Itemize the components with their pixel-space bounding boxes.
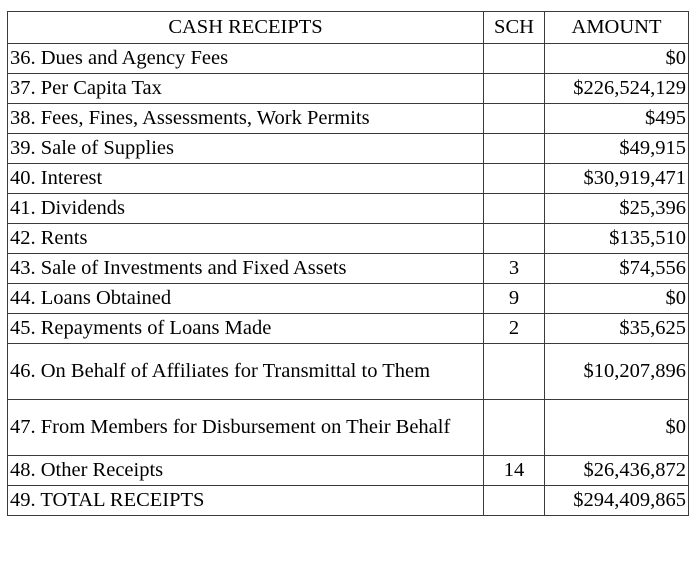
row-amount: $74,556 (545, 254, 689, 284)
row-label: 39. Sale of Supplies (8, 134, 484, 164)
row-label: 41. Dividends (8, 194, 484, 224)
row-amount: $0 (545, 44, 689, 74)
table-row (8, 224, 689, 254)
row-label: 38. Fees, Fines, Assessments, Work Permits (8, 104, 484, 134)
table-row (8, 74, 689, 104)
row-amount: $49,915 (545, 134, 689, 164)
row-amount: $26,436,872 (545, 456, 689, 486)
row-amount: $30,919,471 (545, 164, 689, 194)
row-sch (484, 74, 545, 104)
header-cash-receipts: CASH RECEIPTS (8, 12, 484, 44)
row-sch: 3 (484, 254, 545, 284)
header-sch: SCH (484, 12, 545, 44)
row-sch (484, 134, 545, 164)
total-label: 49. TOTAL RECEIPTS (8, 486, 484, 516)
total-sch (484, 486, 545, 516)
row-label: 47. From Members for Disbursement on Their Behalf (8, 400, 484, 456)
row-amount: $135,510 (545, 224, 689, 254)
total-row (8, 486, 689, 516)
table-row (8, 194, 689, 224)
row-amount: $25,396 (545, 194, 689, 224)
row-sch (484, 194, 545, 224)
row-label: 44. Loans Obtained (8, 284, 484, 314)
row-label: 40. Interest (8, 164, 484, 194)
table-row (8, 254, 689, 284)
table-row (8, 314, 689, 344)
row-sch (484, 164, 545, 194)
total-amount: $294,409,865 (545, 486, 689, 516)
table-row (8, 134, 689, 164)
row-sch: 9 (484, 284, 545, 314)
row-sch: 2 (484, 314, 545, 344)
row-label: 43. Sale of Investments and Fixed Assets (8, 254, 484, 284)
row-label: 37. Per Capita Tax (8, 74, 484, 104)
table-row (8, 44, 689, 74)
row-label: 46. On Behalf of Affiliates for Transmittal to Them (8, 344, 484, 400)
row-amount: $495 (545, 104, 689, 134)
row-label: 45. Repayments of Loans Made (8, 314, 484, 344)
table-row (8, 164, 689, 194)
row-sch (484, 400, 545, 456)
row-sch (484, 224, 545, 254)
header-row (8, 12, 689, 44)
row-label: 42. Rents (8, 224, 484, 254)
row-label: 48. Other Receipts (8, 456, 484, 486)
row-label: 36. Dues and Agency Fees (8, 44, 484, 74)
table-row (8, 284, 689, 314)
row-amount: $226,524,129 (545, 74, 689, 104)
row-sch (484, 44, 545, 74)
row-sch: 14 (484, 456, 545, 486)
row-amount: $0 (545, 400, 689, 456)
cash-receipts-table (7, 11, 689, 516)
row-sch (484, 344, 545, 400)
table-row (8, 344, 689, 400)
row-sch (484, 104, 545, 134)
row-amount: $10,207,896 (545, 344, 689, 400)
table-row (8, 104, 689, 134)
table-row (8, 400, 689, 456)
header-amount: AMOUNT (545, 12, 689, 44)
row-amount: $35,625 (545, 314, 689, 344)
row-amount: $0 (545, 284, 689, 314)
table-row (8, 456, 689, 486)
